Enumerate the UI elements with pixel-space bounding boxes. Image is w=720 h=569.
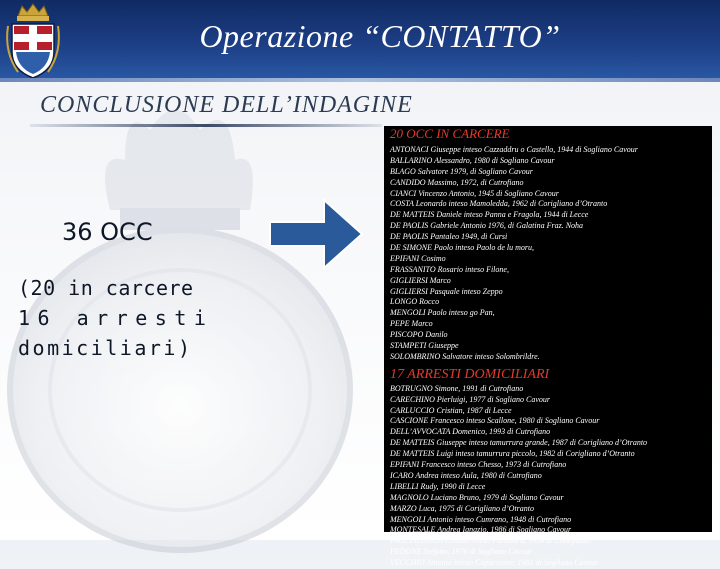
list-item: PISCOPO Danilo — [390, 330, 448, 340]
list-item: DE PAOLIS Pantaleo 1949, di Cursi — [390, 232, 508, 242]
list-item: CANDIDO Massimo, 1972, di Cutrofiano — [390, 177, 524, 187]
list-item: SOLOMBRINO Salvatore inteso Solombrildre. — [390, 351, 540, 361]
list-item: MAGNOLO Luciano Bruno, 1979 di Sogliano Cavour — [390, 492, 564, 502]
presentation-title: Operazione “CONTATTO” — [199, 18, 561, 54]
list-item: DE MATTEIS Daniele inteso Panna e Fragola, 1944 di Lecce — [390, 210, 589, 220]
list-item: GIGLIERSI Pasquale inteso Zeppo — [390, 286, 503, 296]
list-item: PEDONE Stefano, 1976 di Sogliano Cavour — [390, 547, 533, 557]
list-item: DE MATTEIS Giuseppe inteso tamurrura grande, 1987 di Corigliano d’Otranto — [390, 438, 648, 448]
list-item: VECCHIO Antonio inteso Capocotone, 1981 di Sogliano Cavour — [390, 558, 599, 568]
list-item: CIANCI Vincenzo Antonio, 1945 di Sogliano Cavour — [390, 188, 559, 198]
occ-detail-line-2: 16 arresti — [18, 306, 214, 330]
occ-detail-line-3: domiciliari) — [18, 336, 193, 360]
list-item: MARZO Luca, 1975 di Corigliano d’Otranto — [390, 503, 535, 513]
list-item: MONTESALE Andrea Ignazio, 1986 di Sogliano Cavour — [390, 525, 572, 535]
list-item: BALLARINO Alessandro, 1980 di Sogliano Cavour — [390, 155, 555, 165]
list-item: LONGO Rocco — [390, 297, 440, 307]
arrests-panel — [384, 126, 712, 568]
occ-detail-line-1: (20 in carcere — [18, 276, 194, 300]
list-item: DELL’AVVOCATA Domenico, 1993 di Cutrofiano — [390, 427, 551, 437]
carabinieri-crest-icon — [4, 2, 62, 80]
list-item: MENGOLI Paolo inteso go Pan, — [390, 308, 495, 318]
list-item: GIGLIERSI Marco — [390, 275, 451, 285]
list-item: DE PAOLIS Gabriele Antonio 1976, di Galatina Fraz. Noha — [390, 221, 584, 231]
list-item: LIBELLI Rudy, 1990 di Lecce — [390, 481, 486, 491]
occ-breakdown — [18, 273, 248, 363]
list-item: STAMPETI Giuseppe — [390, 341, 459, 351]
header-band — [0, 0, 720, 82]
list-item: BOTRUGNO Simone, 1991 di Cutrofiano — [390, 383, 524, 393]
list-item: DE SIMONE Paolo inteso Paolo de lu moru, — [390, 243, 534, 253]
list-item: EPIFANI Cosimo — [390, 253, 446, 263]
right-arrow-icon — [268, 196, 364, 272]
section-subtitle: CONCLUSIONE DELL’INDAGINE — [40, 92, 413, 118]
list-item: EPIFANI Francesco inteso Chesso, 1973 di Cutrofiano — [390, 460, 567, 470]
list-item: FRASSANITO Rosario inteso Filone, — [390, 264, 509, 274]
section-heading-carcere: 20 OCC IN CARCERE — [390, 126, 510, 141]
list-item: DE MATTEIS Luigi inteso tamurrura piccolo, 1982 di Corigliano d’Otranto — [390, 449, 635, 459]
section-heading-domiciliari: 17 ARRESTI DOMICILIARI — [390, 366, 550, 382]
occ-count: 36 OCC — [62, 218, 153, 246]
list-item: ICARO Andrea inteso Aula, 1980 di Cutrofiano — [390, 470, 542, 480]
list-item: MENGOLI Antonio inteso Cumrano, 1948 di Cutrofiano — [390, 514, 572, 524]
subtitle-divider — [30, 124, 382, 127]
list-item: PEPE Marco — [390, 319, 433, 329]
domiciliari-list — [384, 384, 712, 569]
list-item: BLAGO Salvatore 1979, di Sogliano Cavour — [390, 166, 533, 176]
list-item: CARECHINO Pierluigi, 1977 di Sogliano Cavour — [390, 394, 550, 404]
list-item: CASCIONE Francesco inteso Scallone, 1980 di Sogliano Cavour — [390, 416, 600, 426]
list-item: ANTONACI Giuseppe inteso Cazzaddru o Castello, 1944 di Sogliano Cavour — [390, 145, 638, 154]
list-item: CARLUCCIO Cristian, 1987 di Lecce — [390, 405, 512, 415]
list-item: PAGLIALONGA Cosimo inteso Palumaru, 1954 di Collepasso — [390, 536, 590, 546]
carcere-list — [384, 145, 712, 363]
list-item: COSTA Leonardo inteso Mamoledda, 1962 di Corigliano d’Otranto — [390, 199, 608, 209]
